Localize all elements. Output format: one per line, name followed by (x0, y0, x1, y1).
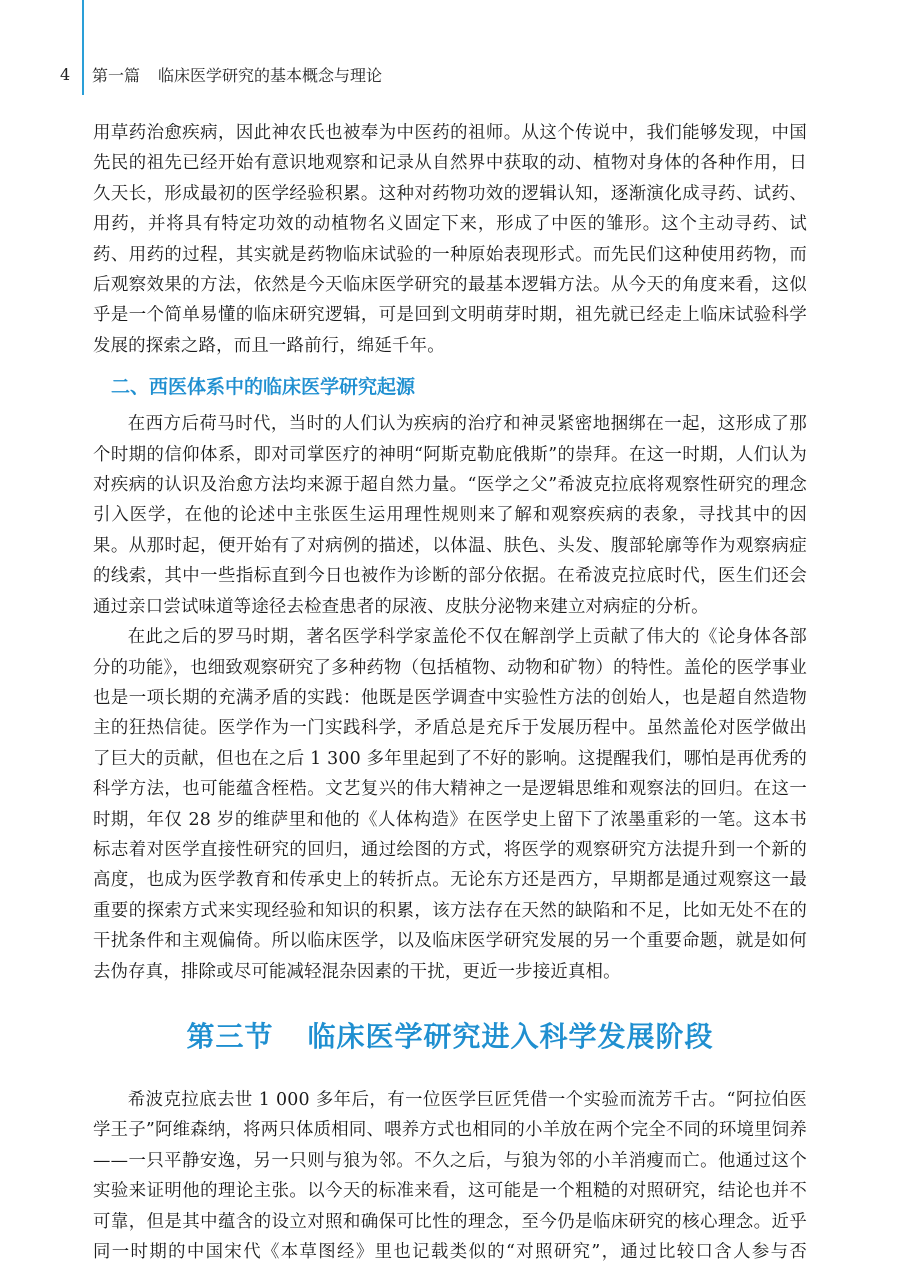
section-title: 临床医学研究进入科学发展阶段 (307, 1019, 714, 1053)
section-heading (93, 1017, 807, 1057)
part-title: 临床医学研究的基本概念与理论 (158, 65, 383, 85)
paragraph-1: 用草药治愈疾病，因此神农氏也被奉为中医药的祖师。从这个传说中，我们能够发现，中国先民的祖先已经开始有意识地观察和记录从自然界中获取的动、植物对身体的各种作用，日久天长，形成最初的医学经验积累。这种对药物功效的逻辑认知，逐渐演化成寻药、试药、用药，并将具有特定功效的动植物名义固定下来，形成了中医的雏形。这个主动寻药、试药、用药的过程，其实就是药物临床试验的一种原始表现形式。而先民们这种使用药物，而后观察效果的方法，依然是今天临床医学研究的最基本逻辑方法。从今天的角度来看，这似乎是一个简单易懂的临床研究逻辑，可是回到文明萌芽时期，祖先就已经走上临床试验科学发展的探索之路，而且一路前行，绵延千年。 (93, 123, 807, 356)
page-number: 4 (60, 64, 71, 84)
paragraph-3: 在此之后的罗马时期，著名医学科学家盖伦不仅在解剖学上贡献了伟大的《论身体各部分的功能》，也细致观察研究了多种药物（包括植物、动物和矿物）的特性。盖伦的医学事业也是一项长期的充满矛盾的实践：他既是医学调查中实验性方法的创始人，也是超自然造物主的狂热信徒。医学作为一门实践科学，矛盾总是充斥于发展历程中。虽然盖伦对医学做出了巨大的贡献，但也在之后 1 300 多年里起到了不好的影响。这提醒我们，哪怕是再优秀的科学方法，也可能蕴含桎梏。文艺复兴的伟大精神之一是逻辑思维和观察法的回归。在这一时期，年仅 28 岁的维萨里和他的《人体构造》在医学史上留下了浓墨重彩的一笔。这本书标志着对医学直接性研究的回归，通过绘图的方式，将医学的观察研究方法提升到一个新的高度，也成为医学教育和传承史上的转折点。无论东方还是西方，早期都是通过观察这一最重要的探索方式来实现经验和知识的积累，该方法存在天然的缺陷和不足，比如无处不在的干扰条件和主观偏倚。所以临床医学，以及临床医学研究发展的另一个重要命题，就是如何去伪存真，排除或尽可能减轻混杂因素的干扰，更近一步接近真相。 (93, 627, 807, 982)
part-label: 第一篇 (92, 65, 141, 85)
running-header (60, 62, 382, 86)
paragraph-2: 在西方后荷马时代，当时的人们认为疾病的治疗和神灵紧密地捆绑在一起，这形成了那个时期的信仰体系，即对司掌医疗的神明“阿斯克勒庇俄斯”的崇拜。在这一时期，人们认为对疾病的认识及治愈方法均来源于超自然力量。“医学之父”希波克拉底将观察性研究的理念引入医学，在他的论述中主张医生运用理性规则来了解和观察疾病的表象，寻找其中的因果。从那时起，便开始有了对病例的描述，以体温、肤色、头发、腹部轮廓等作为观察病症的线索，其中一些指标直到今日也被作为诊断的部分依据。在希波克拉底时代，医生们还会通过亲口尝试味道等途径去检查患者的尿液、皮肤分泌物来建立对病症的分析。 (93, 414, 807, 617)
paragraph-4: 希波克拉底去世 1 000 多年后，有一位医学巨匠凭借一个实验而流芳千古。“阿拉伯医学王子”阿维森纳，将两只体质相同、喂养方式也相同的小羊放在两个完全不同的环境里饲养——一只平静安逸，另一只则与狼为邻。不久之后，与狼为邻的小羊消瘦而亡。他通过这个实验来证明他的理论主张。以今天的标准来看，这可能是一个粗糙的对照研究，结论也并不可靠，但是其中蕴含的设立对照和确保可比性的理念，至今仍是临床研究的核心理念。近乎同一时期的中国宋代《本草图经》里也记载类似的“对照研究”，通过比较口含人参与否 (93, 1089, 807, 1262)
page-body (93, 118, 807, 1267)
section-number: 第三节 (186, 1019, 274, 1053)
subsection-heading: 二、西医体系中的临床医学研究起源 (111, 376, 416, 399)
